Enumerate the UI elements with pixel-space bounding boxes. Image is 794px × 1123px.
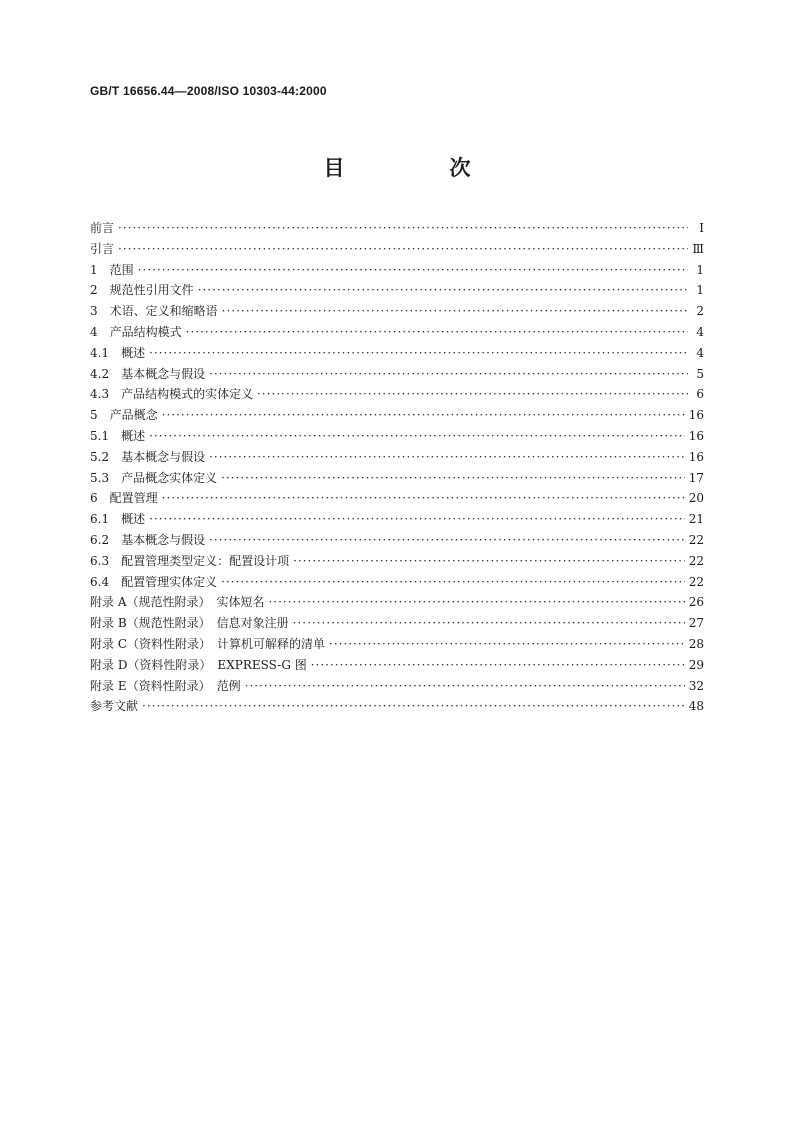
toc-entry-label: 4.3 产品结构模式的实体定义 — [90, 387, 254, 402]
toc-leader-dots — [149, 343, 688, 364]
toc-entry-4-2[interactable] — [90, 364, 704, 385]
table-of-contents — [90, 218, 704, 717]
toc-entry-label: 4.1 概述 — [90, 345, 146, 360]
standard-number-header: GB/T 16656.44—2008/ISO 10303-44:2000 — [90, 84, 327, 98]
toc-leader-dots — [142, 696, 685, 717]
toc-entry-introduction[interactable] — [90, 239, 704, 260]
toc-leader-dots — [162, 405, 685, 426]
toc-entry-label: 6.3 配置管理类型定义：配置设计项 — [90, 553, 290, 568]
toc-entry-label: 5.1 概述 — [90, 428, 146, 443]
toc-entry-label: 参考文献 — [90, 699, 139, 714]
toc-entry-page: 48 — [688, 699, 704, 714]
toc-leader-dots — [268, 592, 684, 613]
toc-leader-dots — [118, 239, 688, 260]
toc-entry-page: 2 — [696, 304, 704, 319]
toc-entry-page: 32 — [688, 678, 704, 693]
toc-entry-page: 28 — [688, 636, 704, 651]
toc-entry-bibliography[interactable] — [90, 696, 704, 717]
toc-entry-4-3[interactable] — [90, 384, 704, 405]
toc-entry-1[interactable] — [90, 260, 704, 281]
toc-leader-dots — [118, 218, 688, 239]
toc-entry-page: 16 — [688, 408, 704, 423]
toc-entry-label: 2 规范性引用文件 — [90, 283, 194, 298]
toc-entry-page: 21 — [688, 512, 704, 527]
toc-leader-dots — [221, 572, 685, 593]
toc-entry-page: 1 — [696, 283, 704, 298]
toc-leader-dots — [311, 655, 685, 676]
toc-entry-page: 22 — [688, 574, 704, 589]
toc-leader-dots — [209, 530, 685, 551]
toc-leader-dots — [186, 322, 688, 343]
toc-entry-page: 5 — [696, 366, 704, 381]
toc-leader-dots — [138, 260, 688, 281]
toc-entry-page: 20 — [688, 491, 704, 506]
toc-entry-label: 附录 A（规范性附录） 实体短名 — [90, 595, 265, 610]
toc-leader-dots — [329, 634, 685, 655]
toc-entry-annex-b[interactable] — [90, 613, 704, 634]
toc-entry-page: 1 — [696, 262, 704, 277]
toc-entry-page: 26 — [688, 595, 704, 610]
toc-entry-annex-a[interactable] — [90, 592, 704, 613]
toc-entry-label: 4.2 基本概念与假设 — [90, 366, 206, 381]
toc-entry-label: 6 配置管理 — [90, 491, 158, 506]
toc-entry-4[interactable] — [90, 322, 704, 343]
toc-entry-label: 6.4 配置管理实体定义 — [90, 574, 218, 589]
toc-entry-label: 5.2 基本概念与假设 — [90, 449, 206, 464]
page-title: 目 次 — [323, 155, 513, 180]
toc-entry-5-1[interactable] — [90, 426, 704, 447]
toc-entry-annex-c[interactable] — [90, 634, 704, 655]
toc-entry-page: 22 — [688, 553, 704, 568]
toc-entry-page: Ⅰ — [699, 221, 704, 235]
toc-leader-dots — [221, 468, 685, 489]
toc-leader-dots — [245, 676, 685, 697]
toc-entry-label: 附录 C（资料性附录） 计算机可解释的清单 — [90, 636, 325, 651]
toc-entry-label: 6.2 基本概念与假设 — [90, 532, 206, 547]
toc-entry-page: 27 — [688, 616, 704, 631]
toc-entry-5-2[interactable] — [90, 447, 704, 468]
toc-entry-label: 附录 E（资料性附录） 范例 — [90, 678, 241, 693]
toc-entry-foreword[interactable] — [90, 218, 704, 239]
toc-entry-page: 29 — [688, 657, 704, 672]
toc-entry-page: 16 — [688, 449, 704, 464]
toc-entry-2[interactable] — [90, 280, 704, 301]
toc-entry-4-1[interactable] — [90, 343, 704, 364]
toc-entry-label: 引言 — [90, 241, 115, 256]
toc-leader-dots — [198, 280, 688, 301]
toc-entry-page: 6 — [696, 387, 704, 402]
toc-entry-6-4[interactable] — [90, 572, 704, 593]
toc-entry-page: 4 — [696, 345, 704, 360]
toc-leader-dots — [209, 364, 688, 385]
toc-entry-label: 附录 D（资料性附录） EXPRESS-G 图 — [90, 657, 307, 672]
toc-entry-page: 4 — [696, 324, 704, 339]
toc-entry-label: 附录 B（规范性附录） 信息对象注册 — [90, 616, 289, 631]
toc-entry-page: Ⅲ — [692, 241, 704, 256]
toc-entry-6-1[interactable] — [90, 509, 704, 530]
toc-entry-label: 5.3 产品概念实体定义 — [90, 470, 218, 485]
toc-entry-page: 16 — [688, 428, 704, 443]
toc-entry-3[interactable] — [90, 301, 704, 322]
toc-entry-6-3[interactable] — [90, 551, 704, 572]
toc-entry-6[interactable] — [90, 488, 704, 509]
toc-leader-dots — [149, 426, 685, 447]
toc-entry-label: 5 产品概念 — [90, 408, 158, 423]
toc-leader-dots — [293, 613, 685, 634]
toc-entry-page: 22 — [688, 532, 704, 547]
toc-entry-annex-d[interactable] — [90, 655, 704, 676]
toc-entry-6-2[interactable] — [90, 530, 704, 551]
toc-entry-5-3[interactable] — [90, 468, 704, 489]
toc-entry-label: 前言 — [90, 221, 115, 235]
toc-entry-page: 17 — [688, 470, 704, 485]
toc-entry-label: 1 范围 — [90, 262, 134, 277]
toc-leader-dots — [149, 509, 685, 530]
toc-leader-dots — [162, 488, 685, 509]
toc-entry-label: 4 产品结构模式 — [90, 324, 182, 339]
toc-entry-label: 6.1 概述 — [90, 512, 146, 527]
toc-leader-dots — [257, 384, 688, 405]
toc-entry-annex-e[interactable] — [90, 676, 704, 697]
toc-entry-label: 3 术语、定义和缩略语 — [90, 304, 218, 319]
toc-leader-dots — [293, 551, 685, 572]
toc-leader-dots — [222, 301, 688, 322]
toc-leader-dots — [209, 447, 685, 468]
toc-entry-5[interactable] — [90, 405, 704, 426]
